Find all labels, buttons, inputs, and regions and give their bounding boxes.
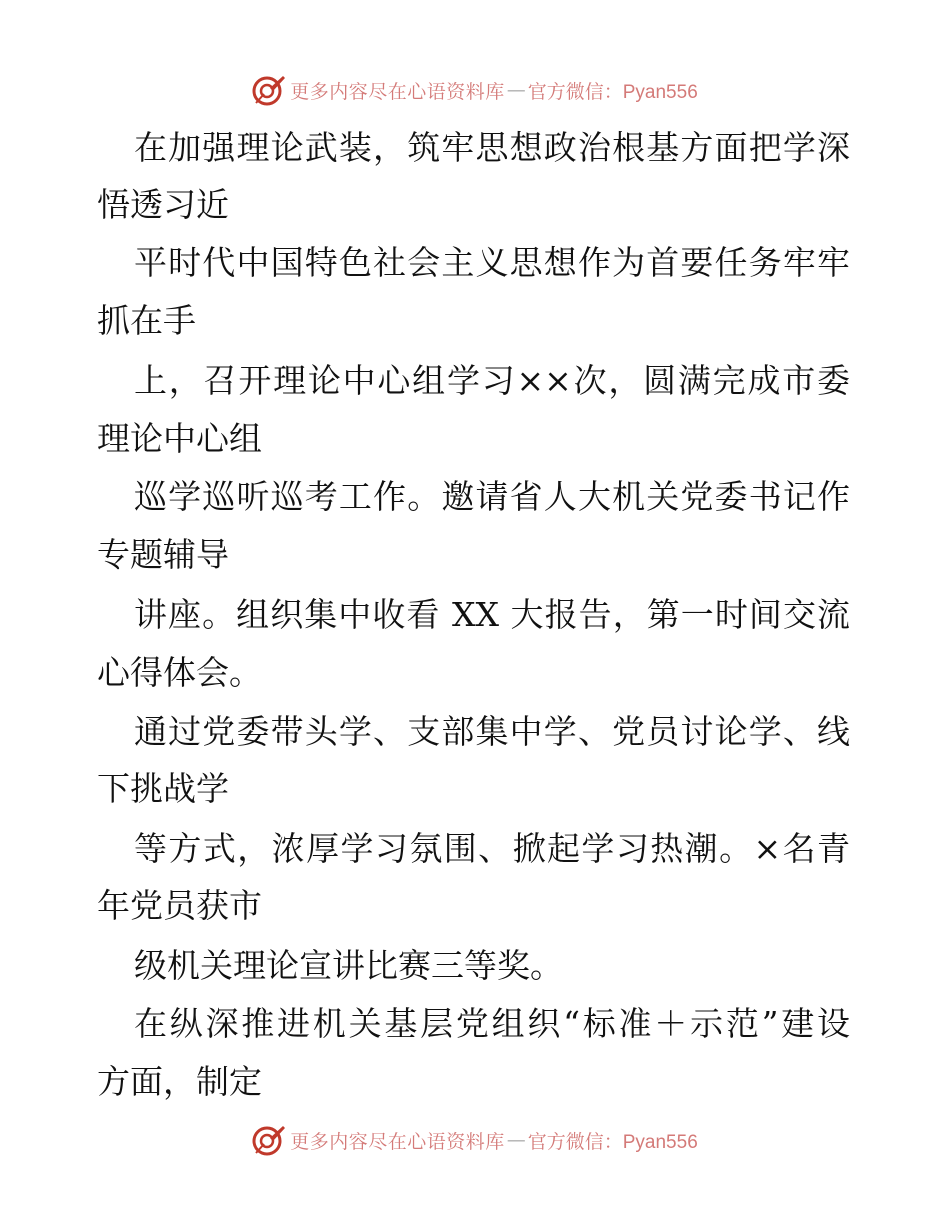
banner-contact: 官方微信：Pyan556 xyxy=(527,1131,698,1153)
banner-separator: — xyxy=(506,79,526,101)
banner-title: 更多内容尽在心语资料库 xyxy=(290,80,505,103)
text-line: 级机关理论宣讲比赛三等奖。 xyxy=(134,946,563,985)
text-line: 心得体会。 xyxy=(97,653,262,692)
banner-title: 更多内容尽在心语资料库 xyxy=(290,1130,505,1153)
text-line: 讲座。组织集中收看 XX 大报告，第一时间交流 xyxy=(134,595,850,634)
banner-separator: — xyxy=(506,1129,526,1151)
text-line: 等方式，浓厚学习氛围、掀起学习热潮。×名青 xyxy=(134,829,850,868)
banner-contact: 官方微信：Pyan556 xyxy=(527,81,698,103)
pen-logo-icon xyxy=(252,73,286,107)
text-line: 理论中心组 xyxy=(97,419,262,458)
text-line: 平时代中国特色社会主义思想作为首要任务牢牢 xyxy=(134,243,850,282)
text-line: 方面，制定 xyxy=(97,1062,262,1101)
footer-banner xyxy=(0,1120,950,1160)
text-line: 巡学巡听巡考工作。邀请省人大机关党委书记作 xyxy=(134,477,850,516)
pen-logo-icon xyxy=(252,1123,286,1157)
text-line: 悟透习近 xyxy=(97,185,229,224)
text-line: 通过党委带头学、支部集中学、党员讨论学、线 xyxy=(134,712,850,751)
text-line: 在纵深推进机关基层党组织“标准＋示范”建设 xyxy=(134,1004,850,1043)
text-line: 上，召开理论中心组学习××次，圆满完成市委 xyxy=(134,361,850,400)
text-line: 专题辅导 xyxy=(97,535,229,574)
text-line: 抓在手 xyxy=(97,301,196,340)
text-line: 下挑战学 xyxy=(97,769,229,808)
text-line: 在加强理论武装，筑牢思想政治根基方面把学深 xyxy=(134,128,850,167)
header-banner xyxy=(0,70,950,110)
text-line: 年党员获市 xyxy=(97,886,262,925)
